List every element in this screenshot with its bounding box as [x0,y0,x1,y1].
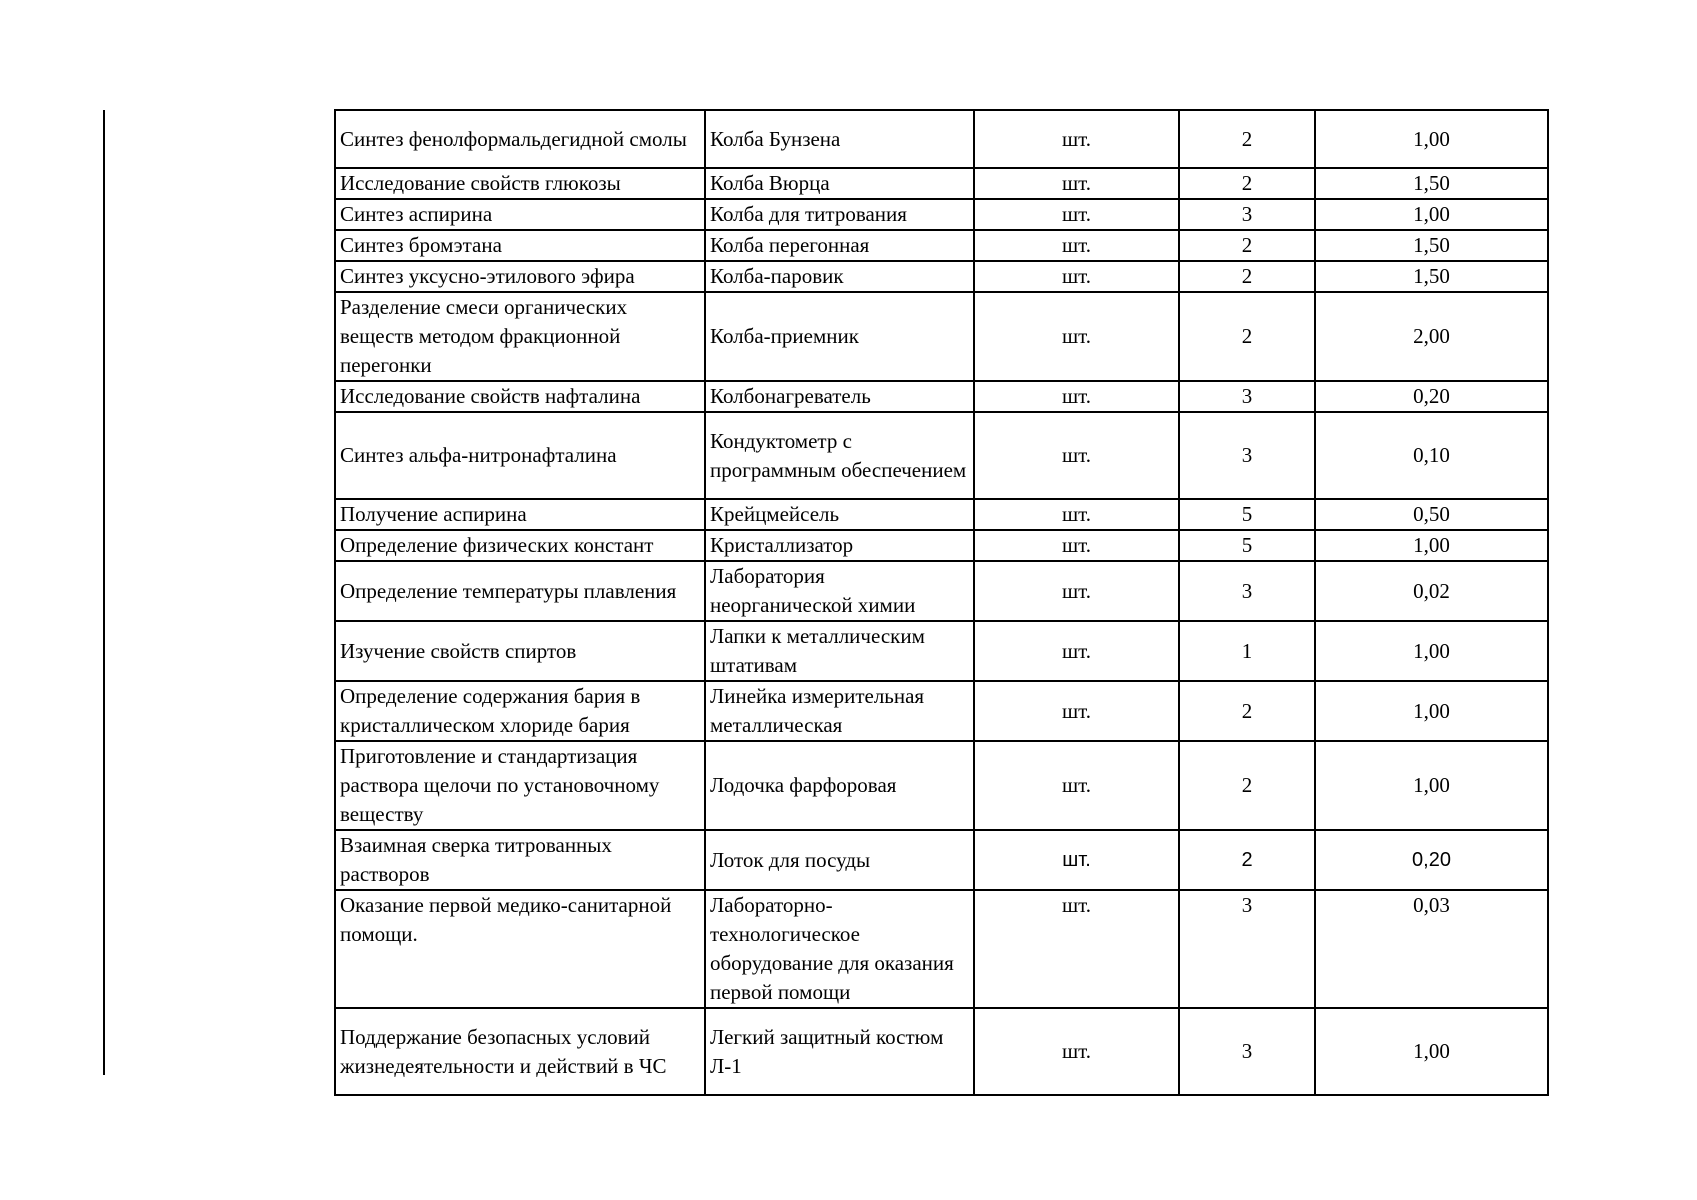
qty-cell: 3 [1179,412,1315,499]
item-cell: Лоток для посуды [705,830,974,890]
unit-cell: шт. [974,381,1179,412]
unit-cell: шт. [974,499,1179,530]
qty-cell: 1 [1179,621,1315,681]
value-cell: 1,00 [1315,530,1548,561]
qty-cell: 2 [1179,261,1315,292]
work-cell: Определение физических констант [335,530,705,561]
item-cell: Лабораторно-технологическое оборудование для оказания первой помощи [705,890,974,1008]
work-cell: Синтез альфа-нитронафталина [335,412,705,499]
unit-cell: шт. [974,261,1179,292]
unit-cell: шт. [974,168,1179,199]
value-cell: 1,00 [1315,741,1548,830]
table-row [335,830,1548,890]
item-cell: Колбонагреватель [705,381,974,412]
work-cell: Исследование свойств глюкозы [335,168,705,199]
unit-cell: шт. [974,681,1179,741]
table-row [335,110,1548,168]
table-row [335,412,1548,499]
qty-cell: 2 [1179,230,1315,261]
work-cell: Получение аспирина [335,499,705,530]
unit-cell: шт. [974,412,1179,499]
qty-cell: 3 [1179,1008,1315,1095]
item-cell: Колба-приемник [705,292,974,381]
item-cell: Колба для титрования [705,199,974,230]
qty-cell: 2 [1179,681,1315,741]
item-cell: Кондуктометр с программным обеспечением [705,412,974,499]
item-cell: Колба Вюрца [705,168,974,199]
table-row [335,621,1548,681]
item-cell: Лаборатория неорганической химии [705,561,974,621]
work-cell: Изучение свойств спиртов [335,621,705,681]
value-cell: 1,00 [1315,110,1548,168]
value-cell: 1,00 [1315,621,1548,681]
qty-cell: 5 [1179,530,1315,561]
item-cell: Крейцмейсель [705,499,974,530]
unit-cell: шт. [974,830,1179,890]
value-cell: 0,20 [1315,830,1548,890]
table-row [335,168,1548,199]
item-cell: Лодочка фарфоровая [705,741,974,830]
unit-cell: шт. [974,199,1179,230]
item-cell: Легкий защитный костюм Л-1 [705,1008,974,1095]
value-cell: 1,50 [1315,168,1548,199]
work-cell: Синтез бромэтана [335,230,705,261]
work-cell: Определение содержания бария в кристаллическом хлориде бария [335,681,705,741]
equipment-table [334,109,1549,1096]
item-cell: Колба Бунзена [705,110,974,168]
unit-cell: шт. [974,890,1179,1008]
qty-cell: 5 [1179,499,1315,530]
table-row [335,530,1548,561]
unit-cell: шт. [974,1008,1179,1095]
item-cell: Лапки к металлическим штативам [705,621,974,681]
value-cell: 1,00 [1315,1008,1548,1095]
work-cell: Оказание первой медико-санитарной помощи. [335,890,705,1008]
unit-cell: шт. [974,530,1179,561]
work-cell: Разделение смеси органических веществ методом фракционной перегонки [335,292,705,381]
unit-cell: шт. [974,561,1179,621]
value-cell: 1,00 [1315,681,1548,741]
value-cell: 0,50 [1315,499,1548,530]
table-row [335,381,1548,412]
unit-cell: шт. [974,110,1179,168]
work-cell: Синтез уксусно-этилового эфира [335,261,705,292]
work-cell: Взаимная сверка титрованных растворов [335,830,705,890]
work-cell: Синтез фенолформальдегидной смолы [335,110,705,168]
item-cell: Кристаллизатор [705,530,974,561]
item-cell: Колба-паровик [705,261,974,292]
table-row [335,741,1548,830]
qty-cell: 2 [1179,168,1315,199]
value-cell: 0,10 [1315,412,1548,499]
unit-cell: шт. [974,741,1179,830]
qty-cell: 2 [1179,292,1315,381]
work-cell: Приготовление и стандартизация раствора щелочи по установочному веществу [335,741,705,830]
qty-cell: 2 [1179,110,1315,168]
table-row [335,890,1548,1008]
table-row [335,230,1548,261]
unit-cell: шт. [974,230,1179,261]
qty-cell: 2 [1179,741,1315,830]
table-row [335,292,1548,381]
work-cell: Синтез аспирина [335,199,705,230]
unit-cell: шт. [974,621,1179,681]
item-cell: Линейка измерительная металлическая [705,681,974,741]
work-cell: Определение температуры плавления [335,561,705,621]
table-row [335,499,1548,530]
value-cell: 0,20 [1315,381,1548,412]
value-cell: 2,00 [1315,292,1548,381]
item-cell: Колба перегонная [705,230,974,261]
left-margin-line [103,110,105,1075]
table-row [335,199,1548,230]
qty-cell: 3 [1179,890,1315,1008]
table-row [335,1008,1548,1095]
work-cell: Исследование свойств нафталина [335,381,705,412]
value-cell: 0,02 [1315,561,1548,621]
work-cell: Поддержание безопасных условий жизнедеятельности и действий в ЧС [335,1008,705,1095]
qty-cell: 3 [1179,381,1315,412]
table-row [335,681,1548,741]
qty-cell: 3 [1179,561,1315,621]
table-row [335,261,1548,292]
table-row [335,561,1548,621]
value-cell: 1,00 [1315,199,1548,230]
qty-cell: 2 [1179,830,1315,890]
value-cell: 0,03 [1315,890,1548,1008]
value-cell: 1,50 [1315,230,1548,261]
qty-cell: 3 [1179,199,1315,230]
value-cell: 1,50 [1315,261,1548,292]
unit-cell: шт. [974,292,1179,381]
